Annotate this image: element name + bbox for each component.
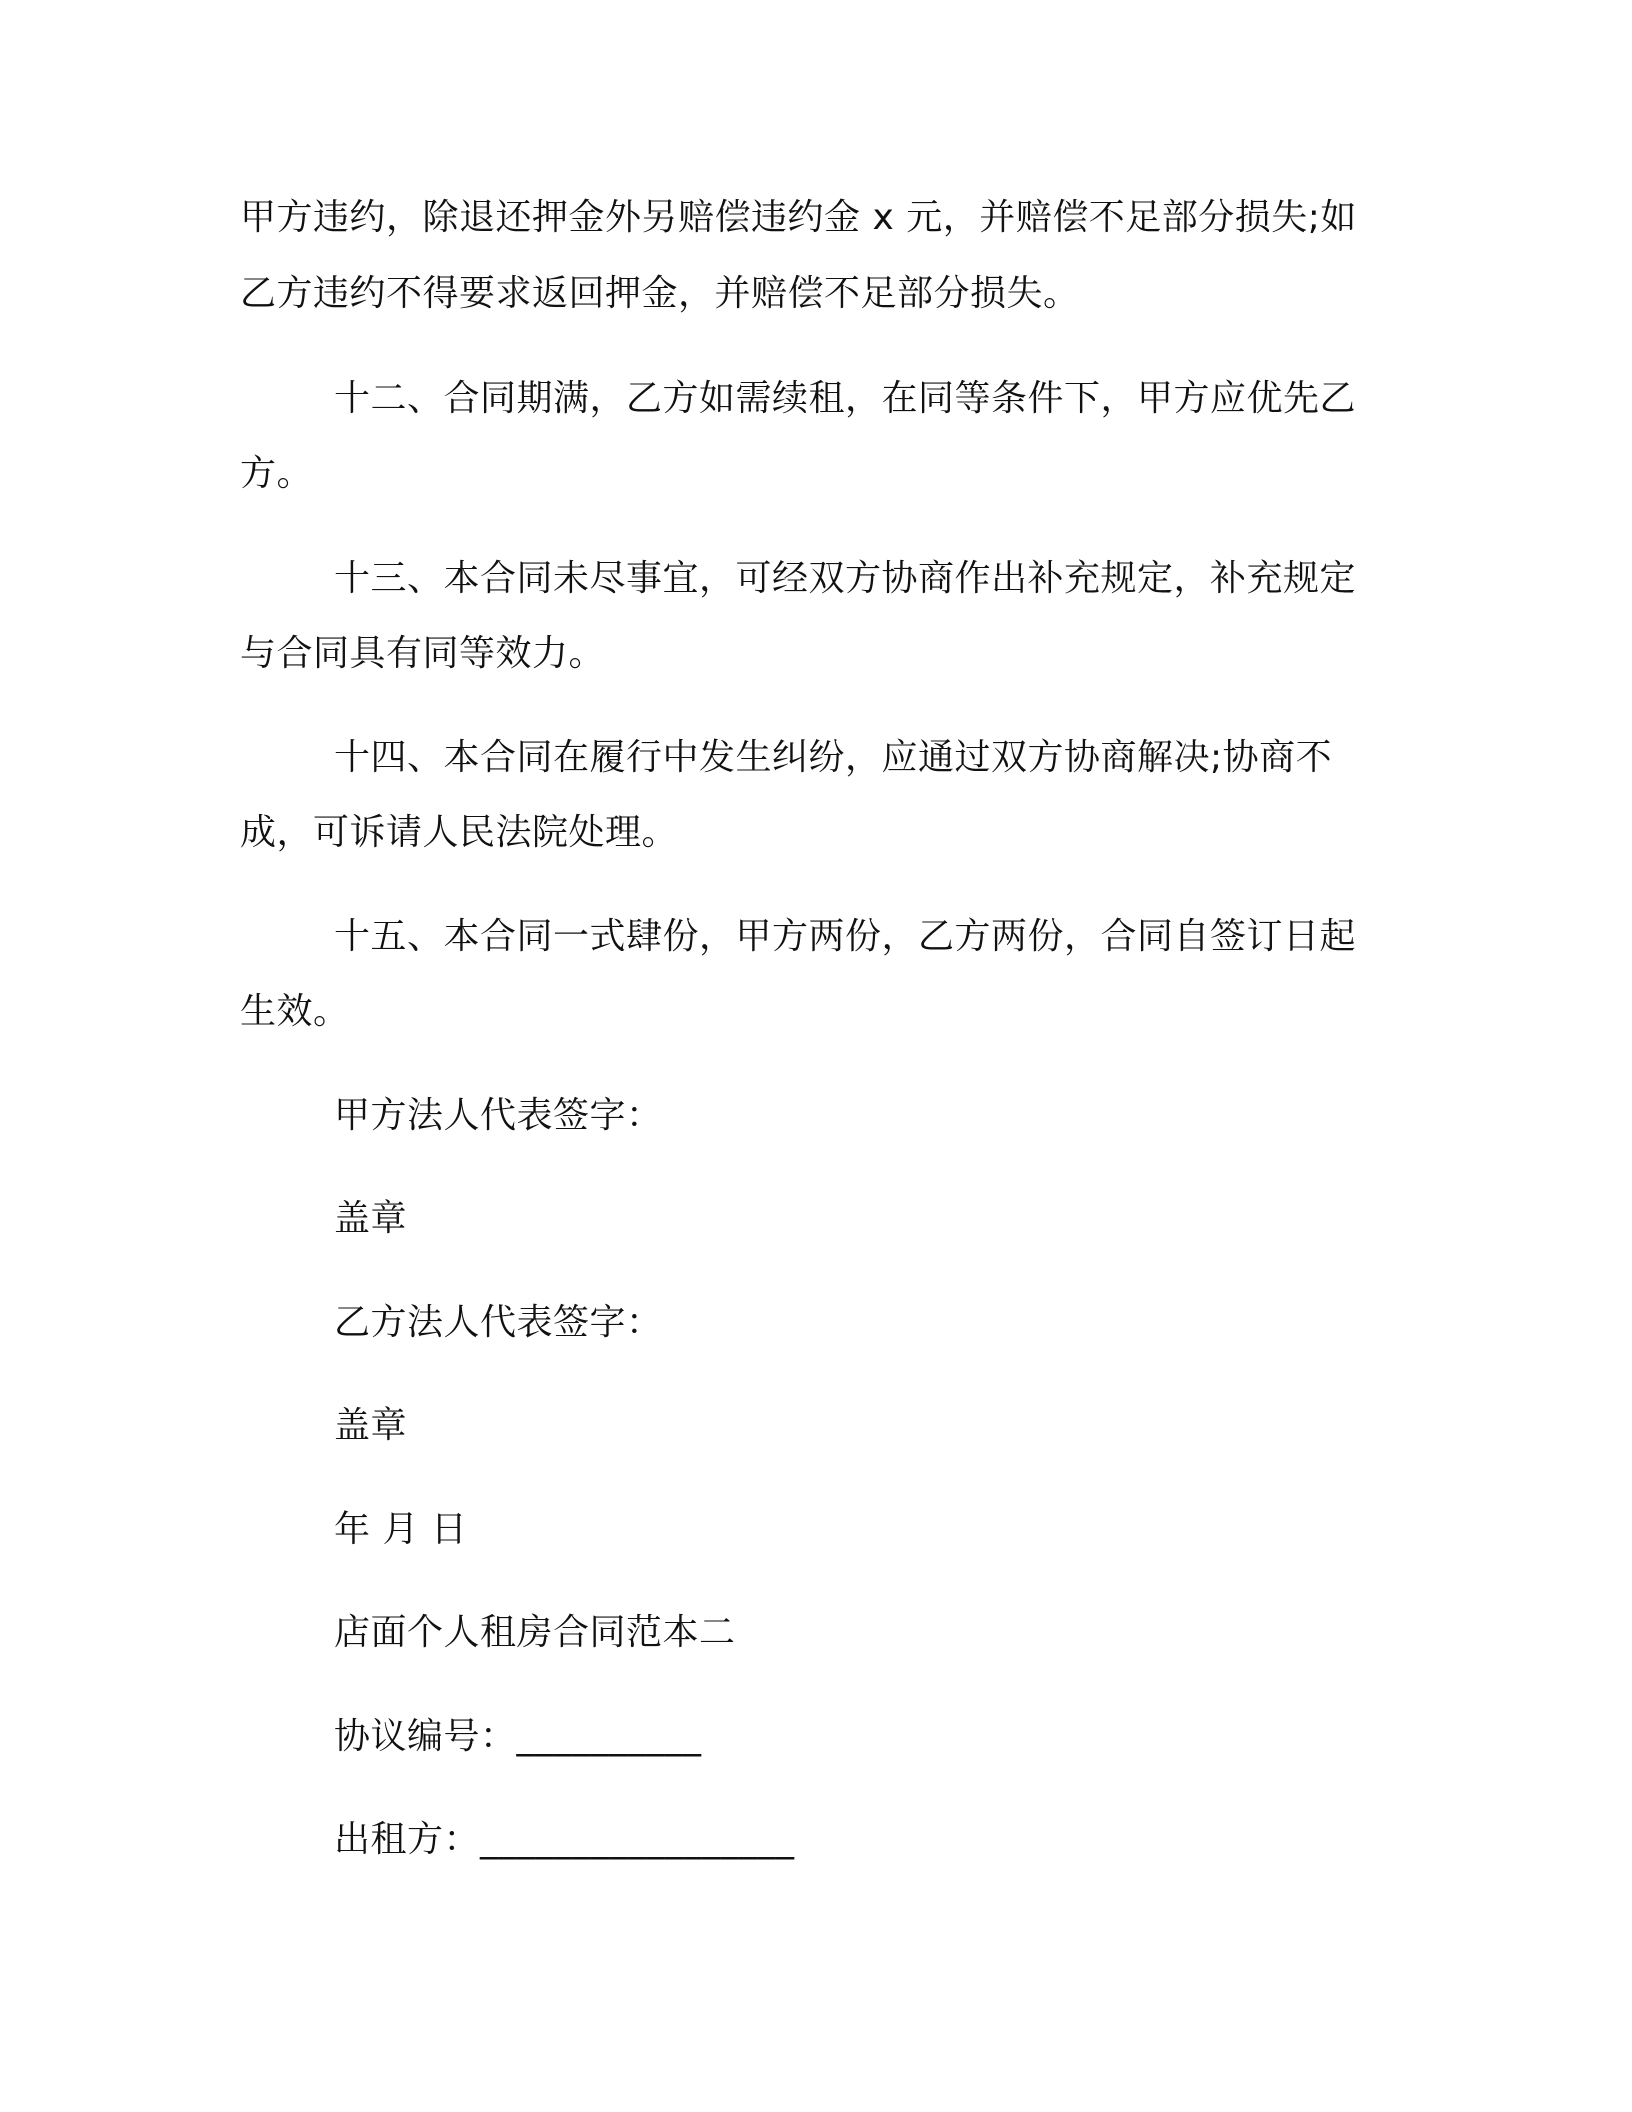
section-title: 店面个人租房合同范本二: [334, 1612, 736, 1653]
lessor-line: 出租方：_________________: [334, 1819, 795, 1860]
party-a-signature-label: 甲方法人代表签字：: [334, 1095, 663, 1136]
clause-14-line-1: 十四、本合同在履行中发生纠纷，应通过双方协商解决;协商不: [334, 737, 1333, 778]
agreement-number-line: 协议编号：__________: [334, 1716, 702, 1757]
clause-15-line-2: 生效。: [240, 991, 350, 1032]
date-line: 年 月 日: [334, 1509, 468, 1550]
party-a-seal-label: 盖章: [334, 1198, 408, 1239]
clause-12-line-2: 方。: [240, 453, 314, 494]
clause-11-line-1: 甲方违约，除退还押金外另赔偿违约金 x 元，并赔偿不足部分损失;如: [240, 197, 1357, 238]
clause-15-line-1: 十五、本合同一式肆份，甲方两份，乙方两份，合同自签订日起: [334, 916, 1357, 957]
clause-13-line-2: 与合同具有同等效力。: [240, 633, 606, 674]
clause-14-line-2: 成，可诉请人民法院处理。: [240, 812, 679, 853]
party-b-signature-label: 乙方法人代表签字：: [334, 1302, 663, 1343]
clause-11-line-2: 乙方违约不得要求返回押金，并赔偿不足部分损失。: [240, 273, 1080, 314]
party-b-seal-label: 盖章: [334, 1405, 408, 1446]
clause-12-line-1: 十二、合同期满，乙方如需续租，在同等条件下，甲方应优先乙: [334, 378, 1357, 419]
clause-13-line-1: 十三、本合同未尽事宜，可经双方协商作出补充规定，补充规定: [334, 558, 1357, 599]
